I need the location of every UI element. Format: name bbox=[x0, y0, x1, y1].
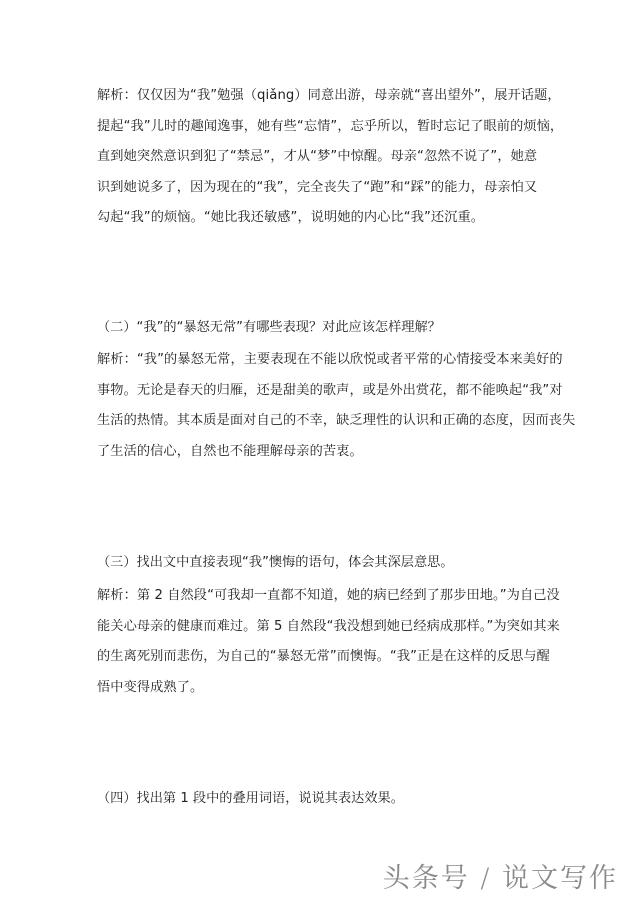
text-line: 的生离死别而悲伤，为自己的“暴怒无常”而懊悔。“我”正是在这样的反思与醒 bbox=[97, 649, 550, 664]
watermark: 头条号 / 说文写作 bbox=[382, 863, 618, 894]
question-heading-2: （二）“我”的“暴怒无常”有哪些表现？对此应该怎样理解？ bbox=[97, 320, 441, 335]
question-heading-4: （四）找出第 1 段中的叠用词语，说说其表达效果。 bbox=[97, 791, 404, 806]
text-line: 提起“我”儿时的趣闻逸事，她有些“忘情”，忘乎所以，暂时忘记了眼前的烦恼， bbox=[97, 118, 564, 134]
text-line: 直到她突然意识到犯了“禁忌”，才从“梦”中惊醒。母亲“忽然不说了”，她意 bbox=[97, 149, 538, 164]
analysis-paragraph-2 bbox=[97, 345, 576, 467]
text-line: 悟中变得成熟了。 bbox=[97, 679, 204, 695]
text-line: 勾起“我”的烦恼。“她比我还敏感”，说明她的内心比“我”还沉重。 bbox=[97, 210, 485, 225]
text-line: 了生活的信心，自然也不能理解母亲的苦衷。 bbox=[97, 443, 363, 459]
analysis-paragraph-1 bbox=[97, 81, 564, 234]
text-line: 解析：第 2 自然段“可我却一直都不知道，她的病已经到了那步田地。”为自己没 bbox=[97, 588, 560, 603]
text-line: 解析：仅仅因为“我”勉强（qiǎng）同意出游，母亲就“喜出望外”，展开话题， bbox=[97, 88, 561, 103]
text-line: 事物。无论是春天的归雁，还是甜美的歌声，或是外出赏花，都不能唤起“我”对 bbox=[97, 382, 563, 398]
analysis-paragraph-3 bbox=[97, 581, 560, 703]
text-line: 识到她说多了，因为现在的“我”，完全丧失了“跑”和“踩”的能力，母亲怕又 bbox=[97, 179, 538, 195]
text-line: 能关心母亲的健康而难过。第 5 自然段“我没想到她已经病成那样。”为突如其来 bbox=[97, 618, 560, 634]
question-heading-3: （三）找出文中直接表现“我”懊悔的语句，体会其深层意思。 bbox=[97, 555, 454, 570]
text-line: 生活的热情。其本质是面对自己的不幸，缺乏理性的认识和正确的态度，因而丧失 bbox=[97, 413, 576, 428]
text-line: 解析：“我”的暴怒无常，主要表现在不能以欣悦或者平常的心情接受本来美好的 bbox=[97, 352, 563, 367]
